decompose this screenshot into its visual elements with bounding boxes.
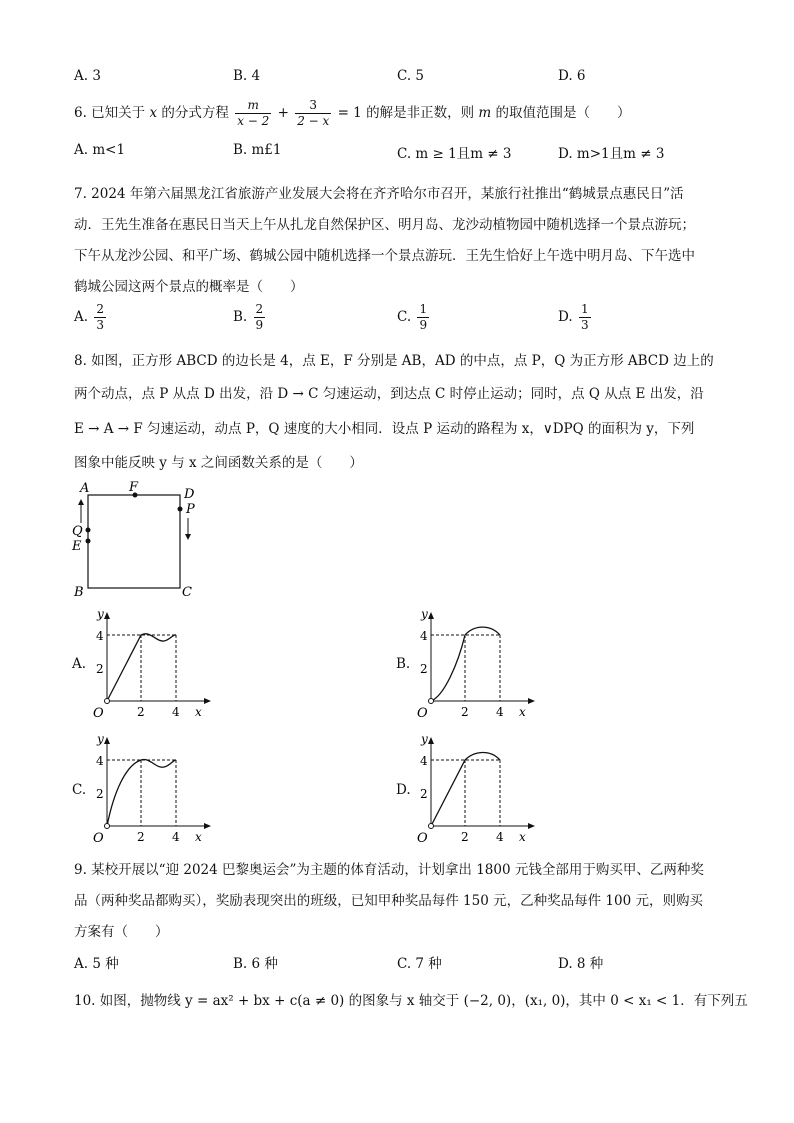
q6-equals: = 1 — [337, 105, 362, 121]
q8-line-1: 8. 如图，正方形 ABCD 的边长是 4，点 E，F 分别是 AB，AD 的中点，点 P，Q 为正方形 ABCD 边上的 — [74, 353, 714, 369]
label-q: Q — [72, 524, 83, 539]
q5-option-c: C. 5 — [397, 68, 425, 84]
q6-end: 的取值范围是（ ） — [495, 105, 631, 121]
q7-a-num: 2 — [96, 302, 104, 316]
q6-option-b: B. m£1 — [233, 142, 282, 158]
q9-line-1: 9. 某校开展以“迎 2024 巴黎奥运会”为主题的体育活动，计划拿出 1800 元钱全部用于购买甲、乙两种奖 — [74, 862, 704, 878]
graph-d-ytick-4: 4 — [420, 754, 428, 768]
label-a: A — [80, 481, 90, 496]
q6-var-m: m — [478, 105, 492, 121]
q7-d-num: 1 — [580, 302, 589, 316]
q6-mid: 的分式方程 — [161, 105, 229, 121]
q9-option-a: A. 5 种 — [74, 956, 119, 972]
graph-d-xtick-4: 4 — [496, 830, 504, 844]
q7-option-d-fraction — [579, 302, 591, 333]
q6-frac2-den: 2 − x — [297, 114, 330, 128]
q9-option-b: B. 6 种 — [233, 956, 278, 972]
q7-option-a-fraction — [94, 302, 106, 333]
q7-option-a — [74, 302, 108, 333]
q7-option-d-label: D. — [558, 309, 573, 325]
graph-b-origin: O — [417, 706, 428, 721]
graph-a-xtick-2: 2 — [137, 705, 145, 719]
graph-option-a-label: A. — [72, 656, 87, 672]
q7-option-d — [558, 302, 593, 333]
graph-c-ytick-4: 4 — [96, 754, 104, 768]
graph-c-xtick-2: 2 — [137, 830, 145, 844]
graph-c — [88, 729, 218, 847]
q6-suffix: 的解是非正数，则 — [366, 105, 475, 121]
q7-c-num: 1 — [419, 302, 428, 316]
q6-frac1-den: x − 2 — [237, 114, 270, 128]
q6-option-a: A. m<1 — [74, 142, 126, 158]
q7-option-c-label: C. — [397, 309, 412, 325]
graph-d-ytick-2: 2 — [420, 787, 428, 801]
graph-d-y-label: y — [421, 732, 428, 746]
q7-option-a-label: A. — [74, 309, 89, 325]
q7-d-den: 3 — [580, 318, 589, 332]
graph-a-ytick-4: 4 — [96, 629, 104, 643]
q8-line-4: 图象中能反映 y 与 x 之间函数关系的是（ ） — [74, 455, 363, 471]
q7-a-den: 3 — [96, 318, 104, 332]
q6-option-c: C. m ≥ 1且m ≠ 3 — [397, 146, 512, 162]
graph-a-y-label: y — [97, 607, 104, 621]
graph-d-xtick-2: 2 — [461, 830, 469, 844]
q7-b-den: 9 — [255, 318, 264, 332]
q7-option-b — [233, 302, 267, 333]
graph-d-x-label: x — [519, 830, 526, 844]
q9-option-c: C. 7 种 — [397, 956, 442, 972]
graph-option-b-label: B. — [396, 656, 411, 672]
q8-line-3: E → A → F 匀速运动，动点 P，Q 速度的大小相同．设点 P 运动的路程为 x，∨DPQ 的面积为 y，下列 — [74, 421, 695, 437]
graph-b-xtick-4: 4 — [496, 705, 504, 719]
graph-a-xtick-4: 4 — [172, 705, 180, 719]
graph-a — [88, 604, 218, 722]
q7-line-1: 7. 2024 年第六届黑龙江省旅游产业发展大会将在齐齐哈尔市召开，某旅行社推出“鹤城景点惠民日”活 — [74, 186, 684, 202]
graph-a-x-label: x — [195, 705, 202, 719]
graph-c-ytick-2: 2 — [96, 787, 104, 801]
graph-a-ytick-2: 2 — [96, 662, 104, 676]
q7-option-c — [397, 302, 431, 333]
q6-frac2-num: 3 — [295, 98, 331, 114]
q7-line-2: 动．王先生准备在惠民日当天上午从扎龙自然保护区、明月岛、龙沙动植物园中随机选择一个景点游玩； — [74, 217, 695, 233]
graph-c-xtick-4: 4 — [172, 830, 180, 844]
label-f: F — [129, 480, 139, 495]
q6-var-x: x — [149, 105, 158, 121]
square-figure — [66, 478, 206, 603]
label-e: E — [72, 539, 82, 554]
q7-c-den: 9 — [419, 318, 428, 332]
q9-line-2: 品（两种奖品都购买），奖励表现突出的班级，已知甲种奖品每件 150 元，乙种奖品每件 100 元，则购买 — [74, 893, 703, 909]
q5-option-b: B. 4 — [233, 68, 261, 84]
q6-prefix: 6. 已知关于 — [74, 105, 146, 121]
q7-option-b-fraction — [254, 302, 266, 333]
label-d: D — [184, 487, 195, 502]
q10-line-1: 10. 如图，抛物线 y = ax² + bx + c(a ≠ 0) 的图象与 x 轴交于 (−2, 0)，(x₁, 0)，其中 0 < x₁ < 1．有下列五 — [74, 993, 748, 1009]
graph-d-origin: O — [417, 831, 428, 846]
q7-line-4: 鹤城公园这两个景点的概率是（ ） — [74, 279, 304, 295]
q5-option-a: A. 3 — [74, 68, 101, 84]
q7-b-num: 2 — [255, 302, 264, 316]
graph-a-origin: O — [93, 706, 104, 721]
graph-c-y-label: y — [97, 732, 104, 746]
q9-option-d: D. 8 种 — [558, 956, 604, 972]
graph-b-ytick-2: 2 — [420, 662, 428, 676]
graph-d — [412, 729, 542, 847]
q7-option-b-label: B. — [233, 309, 248, 325]
graph-c-origin: O — [93, 831, 104, 846]
q8-line-2: 两个动点，点 P 从点 D 出发，沿 D → C 匀速运动，到达点 C 时停止运动；同时，点 Q 从点 E 出发，沿 — [74, 386, 704, 402]
graph-b-xtick-2: 2 — [461, 705, 469, 719]
graph-c-x-label: x — [195, 830, 202, 844]
q6-fraction-2 — [295, 98, 331, 129]
q7-option-c-fraction — [417, 302, 429, 333]
label-p: P — [186, 502, 195, 517]
q7-line-3: 下午从龙沙公园、和平广场、鹤城公园中随机选择一个景点游玩．王先生恰好上午选中明月岛、下午选中 — [74, 248, 695, 264]
graph-option-c-label: C. — [72, 782, 87, 798]
graph-option-d-label: D. — [396, 782, 411, 798]
label-c: C — [182, 585, 192, 600]
graph-b — [412, 604, 542, 722]
graph-b-y-label: y — [421, 607, 428, 621]
q6-plus: + — [277, 105, 289, 121]
q6-fraction-1 — [235, 98, 271, 129]
q6-frac1-num: m — [235, 98, 271, 114]
q9-line-3: 方案有（ ） — [74, 924, 169, 940]
graph-b-x-label: x — [519, 705, 526, 719]
q6-stem — [74, 98, 630, 129]
q5-option-d: D. 6 — [558, 68, 586, 84]
q6-option-d: D. m>1且m ≠ 3 — [558, 146, 665, 162]
label-b: B — [74, 585, 84, 600]
graph-b-ytick-4: 4 — [420, 629, 428, 643]
